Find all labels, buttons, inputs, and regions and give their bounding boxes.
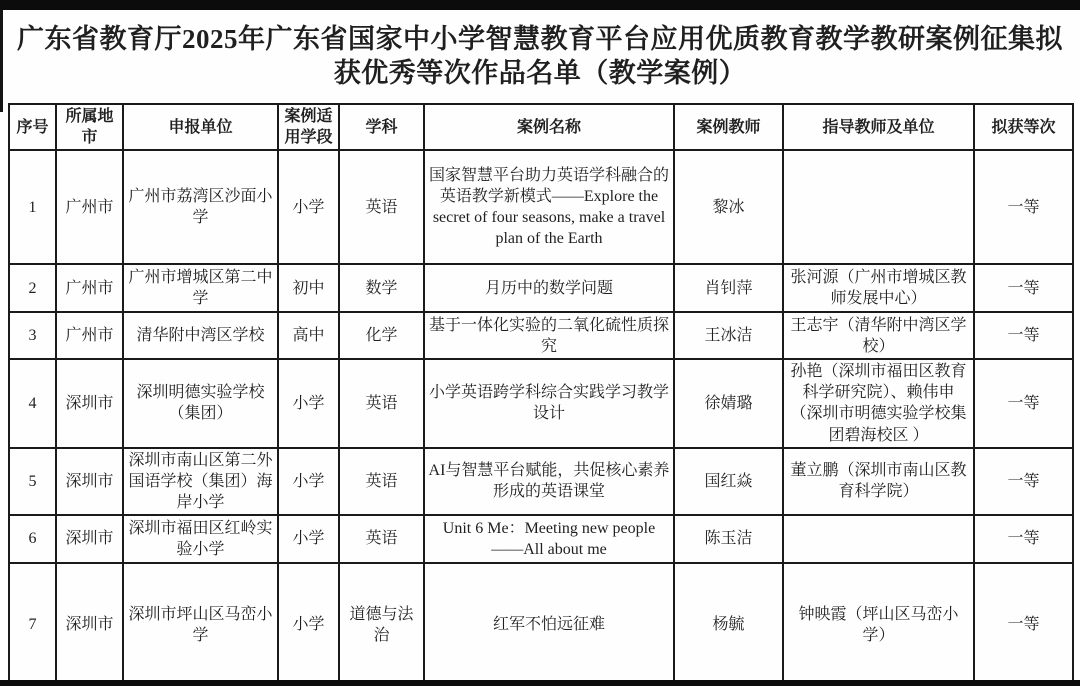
cell-teacher: 徐婧璐	[674, 359, 783, 447]
cell-advisor: 董立鹏（深圳市南山区教育科学院）	[783, 448, 974, 515]
cell-subject: 数学	[339, 264, 424, 312]
cell-unit: 深圳市南山区第二外国语学校（集团）海岸小学	[123, 448, 278, 515]
cell-seq: 6	[9, 515, 56, 563]
cell-stage: 小学	[278, 150, 339, 264]
cell-teacher: 王冰洁	[674, 312, 783, 359]
cell-unit: 广州市荔湾区沙面小学	[123, 150, 278, 264]
cell-advisor: 王志宇（清华附中湾区学校）	[783, 312, 974, 359]
cell-seq: 2	[9, 264, 56, 312]
cell-seq: 1	[9, 150, 56, 264]
header-cell-award: 拟获等次	[974, 104, 1073, 150]
cell-subject: 道德与法治	[339, 563, 424, 686]
cell-subject: 英语	[339, 150, 424, 264]
cell-unit: 清华附中湾区学校	[123, 312, 278, 359]
cell-case-name: 小学英语跨学科综合实践学习教学设计	[424, 359, 674, 447]
cell-teacher: 肖钊萍	[674, 264, 783, 312]
cell-teacher: 国红焱	[674, 448, 783, 515]
cell-stage: 小学	[278, 515, 339, 563]
cell-stage: 小学	[278, 359, 339, 447]
cell-stage: 初中	[278, 264, 339, 312]
cell-case-name: 月历中的数学问题	[424, 264, 674, 312]
table-row	[9, 359, 1073, 447]
cell-case-name: 国家智慧平台助力英语学科融合的英语教学新模式——Explore the secret of four seasons, make a travel plan of the Earth	[424, 150, 674, 264]
cell-teacher: 陈玉洁	[674, 515, 783, 563]
table-row	[9, 515, 1073, 563]
cell-city: 深圳市	[56, 563, 123, 686]
cell-award: 一等	[974, 563, 1073, 686]
cell-unit: 深圳市坪山区马峦小学	[123, 563, 278, 686]
cell-award: 一等	[974, 448, 1073, 515]
header-cell-city: 所属地市	[56, 104, 123, 150]
cell-subject: 英语	[339, 359, 424, 447]
cell-city: 广州市	[56, 150, 123, 264]
cell-seq: 4	[9, 359, 56, 447]
cell-city: 广州市	[56, 264, 123, 312]
cell-case-name: AI与智慧平台赋能，共促核心素养形成的英语课堂	[424, 448, 674, 515]
cell-teacher: 黎冰	[674, 150, 783, 264]
cell-city: 深圳市	[56, 515, 123, 563]
cell-seq: 7	[9, 563, 56, 686]
title-area	[8, 10, 1072, 103]
cell-teacher: 杨毓	[674, 563, 783, 686]
cell-stage: 小学	[278, 448, 339, 515]
cell-stage: 高中	[278, 312, 339, 359]
header-cell-case-name: 案例名称	[424, 104, 674, 150]
cell-unit: 广州市增城区第二中学	[123, 264, 278, 312]
scan-edge-top	[0, 0, 1080, 10]
header-cell-stage: 案例适用学段	[278, 104, 339, 150]
cell-advisor	[783, 515, 974, 563]
cell-advisor	[783, 150, 974, 264]
cell-seq: 3	[9, 312, 56, 359]
cell-advisor: 孙艳（深圳市福田区教育科学研究院）、赖伟申（深圳市明德实验学校集团碧海校区 ）	[783, 359, 974, 447]
cell-city: 广州市	[56, 312, 123, 359]
cell-advisor: 钟映霞（坪山区马峦小学）	[783, 563, 974, 686]
cell-case-name: 基于一体化实验的二氧化硫性质探究	[424, 312, 674, 359]
cell-city: 深圳市	[56, 359, 123, 447]
cell-case-name: 红军不怕远征难	[424, 563, 674, 686]
scan-edge-left	[0, 10, 3, 112]
header-cell-teacher: 案例教师	[674, 104, 783, 150]
header-cell-advisor: 指导教师及单位	[783, 104, 974, 150]
table-row	[9, 448, 1073, 515]
cell-city: 深圳市	[56, 448, 123, 515]
cell-unit: 深圳明德实验学校（集团）	[123, 359, 278, 447]
cell-award: 一等	[974, 264, 1073, 312]
cell-award: 一等	[974, 150, 1073, 264]
cell-award: 一等	[974, 312, 1073, 359]
awards-table	[8, 103, 1074, 686]
cell-subject: 英语	[339, 448, 424, 515]
cell-subject: 化学	[339, 312, 424, 359]
table-row	[9, 563, 1073, 686]
cell-case-name: Unit 6 Me：Meeting new people——All about me	[424, 515, 674, 563]
table-row	[9, 264, 1073, 312]
header-cell-seq: 序号	[9, 104, 56, 150]
table-row	[9, 150, 1073, 264]
cell-award: 一等	[974, 515, 1073, 563]
cell-award: 一等	[974, 359, 1073, 447]
table-row	[9, 312, 1073, 359]
table-header-row	[9, 104, 1073, 150]
cell-advisor: 张河源（广州市增城区教师发展中心）	[783, 264, 974, 312]
cell-subject: 英语	[339, 515, 424, 563]
scan-edge-bottom	[0, 680, 1080, 686]
cell-seq: 5	[9, 448, 56, 515]
document-title: 广东省教育厅2025年广东省国家中小学智慧教育平台应用优质教育教学教研案例征集拟获优秀等次作品名单（教学案例）	[17, 23, 1063, 88]
header-cell-subject: 学科	[339, 104, 424, 150]
header-cell-unit: 申报单位	[123, 104, 278, 150]
cell-stage: 小学	[278, 563, 339, 686]
cell-unit: 深圳市福田区红岭实验小学	[123, 515, 278, 563]
